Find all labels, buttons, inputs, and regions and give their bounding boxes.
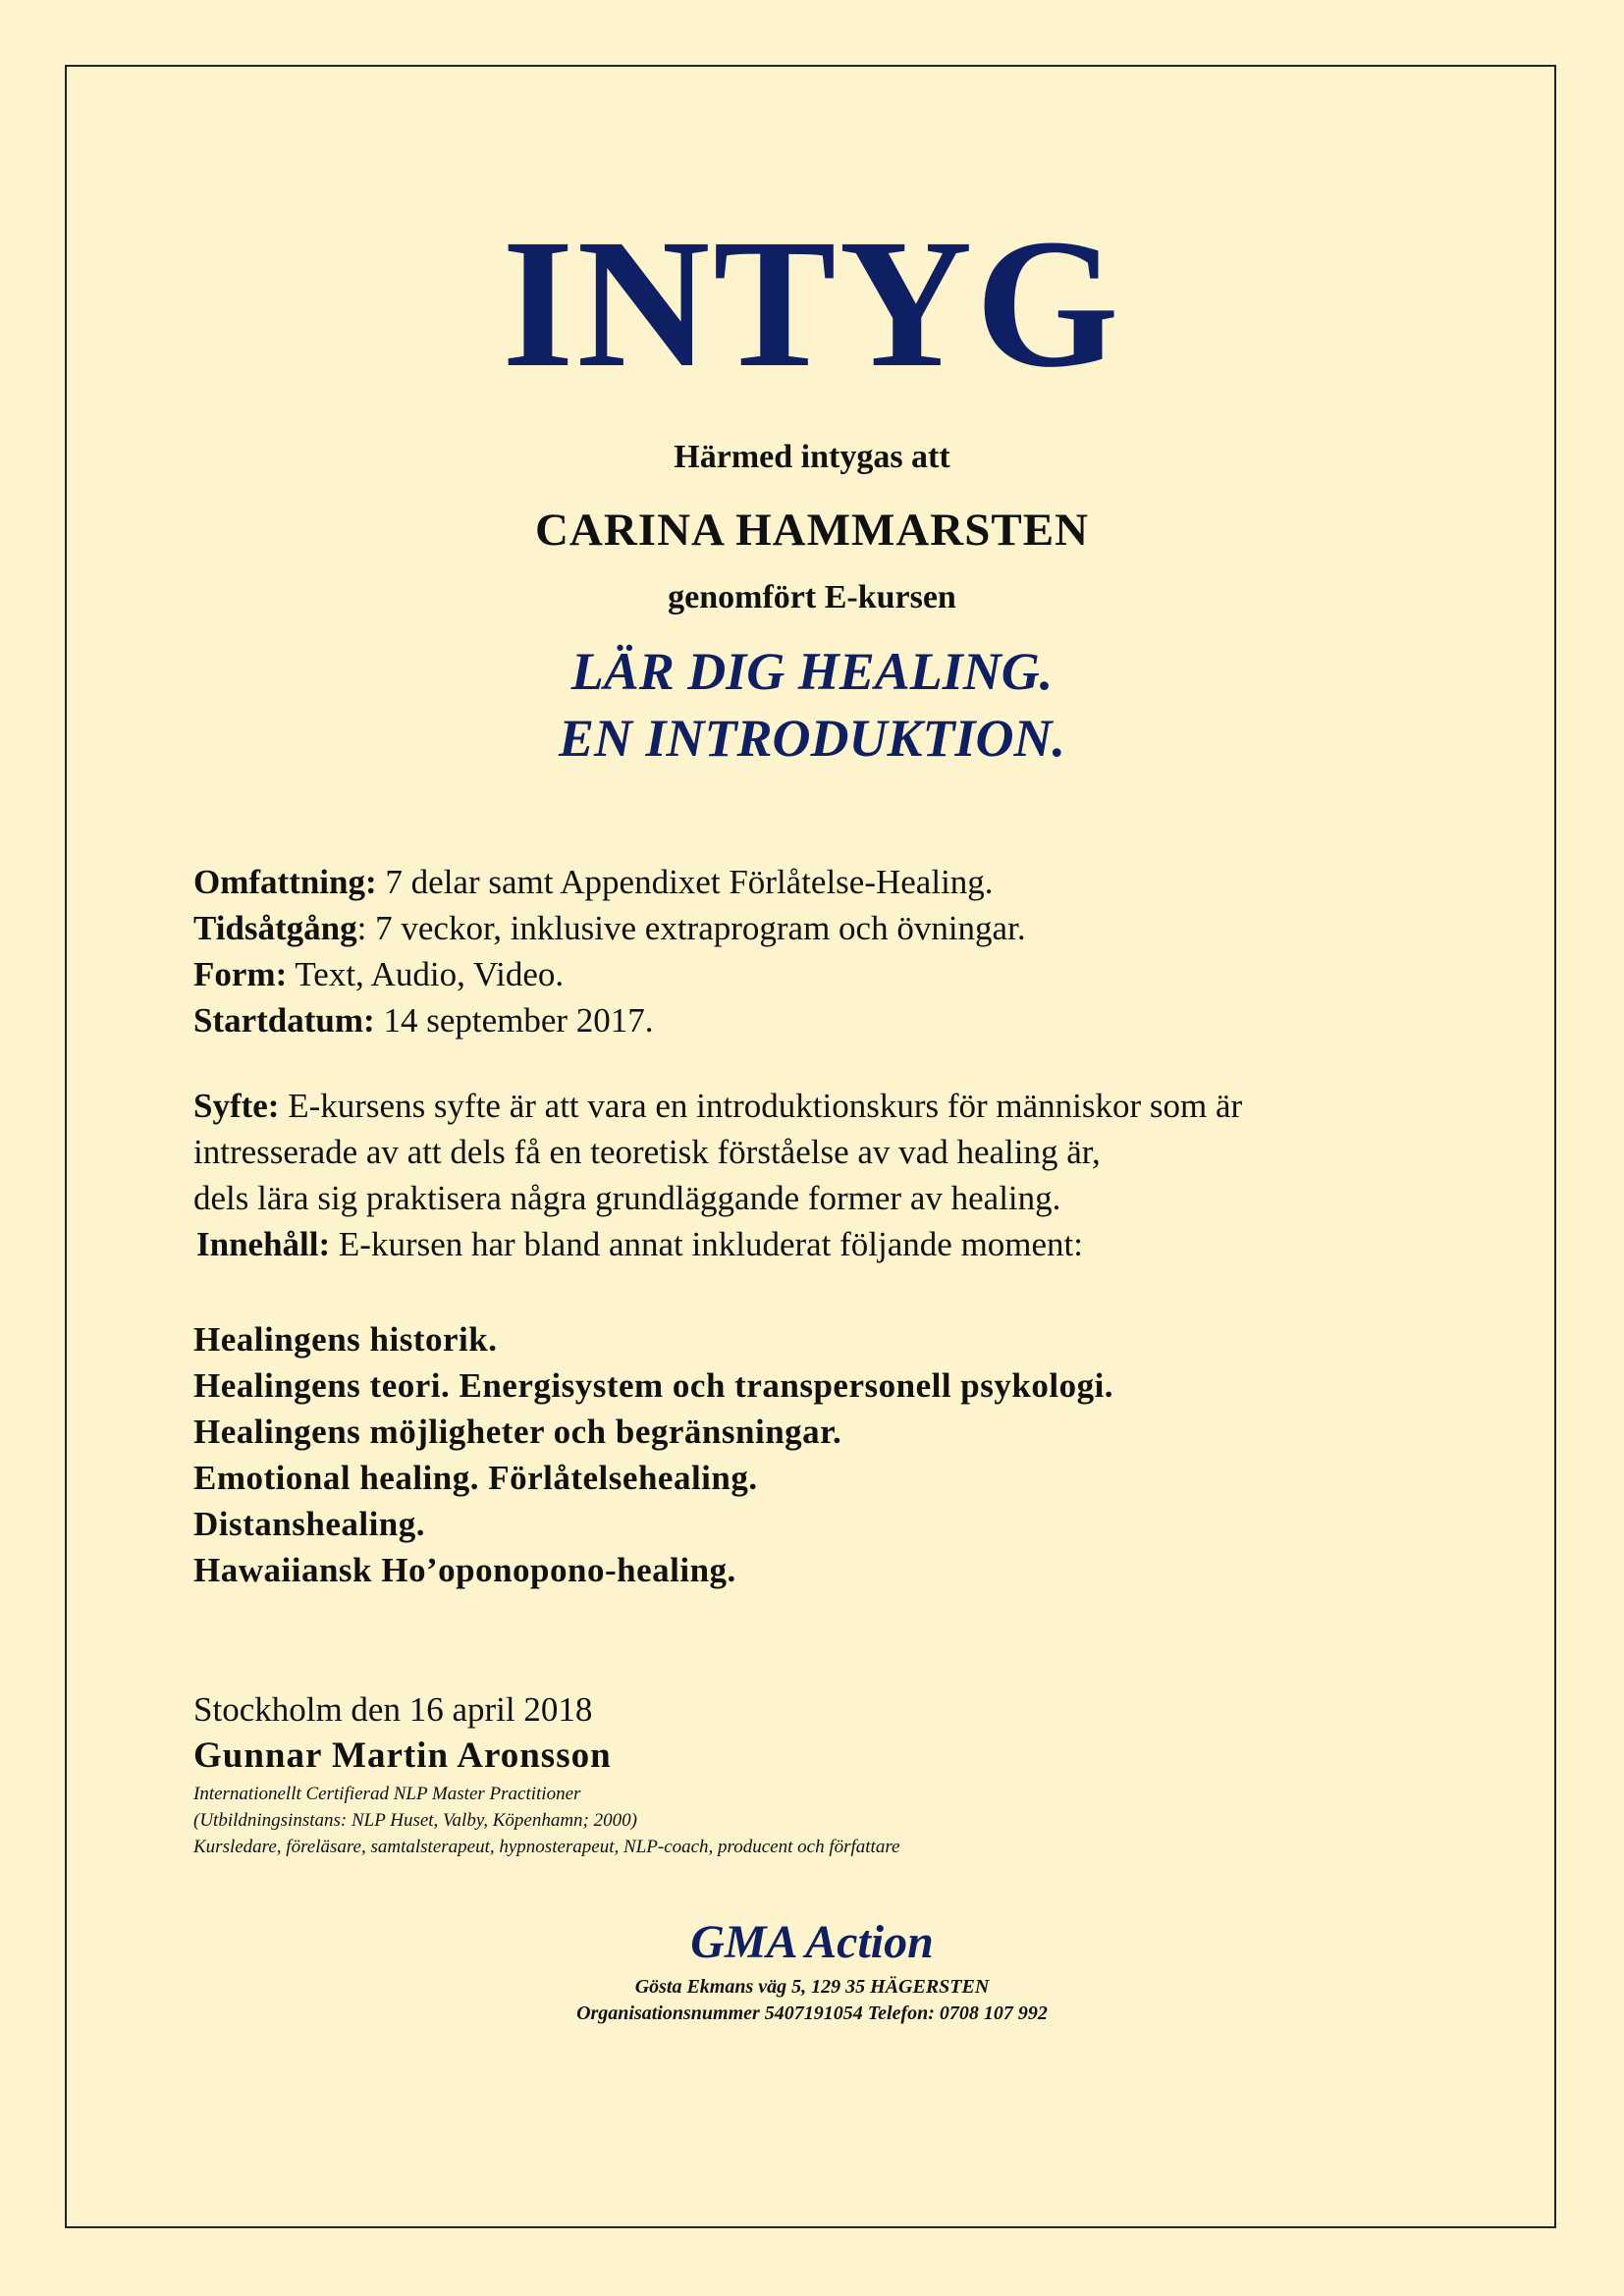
detail-value: 14 september 2017. [374, 1001, 654, 1040]
purpose-text: E-kursens syfte är att vara en introduktionskurs för människor som är [279, 1087, 1243, 1125]
topic-item: Healingens teori. Energisystem och transpersonell psykologi. [193, 1366, 1114, 1405]
organization-registration: Organisationsnummer 5407191054 Telefon: 0708 107 992 [576, 2002, 1048, 2024]
course-details [193, 859, 1470, 1043]
recipient-name: CARINA HAMMARSTEN [534, 505, 1090, 556]
detail-label: Startdatum: [193, 1001, 375, 1040]
intro-text: Härmed intygas att [674, 439, 950, 475]
topic-item: Healingens möjligheter och begränsningar. [193, 1413, 842, 1451]
topic-item: Hawaiiansk Ho’oponopono-healing. [193, 1551, 736, 1589]
purpose-line [193, 1083, 1470, 1129]
content-text: E-kursen har bland annat inkluderat följande moment: [330, 1225, 1083, 1263]
detail-duration [193, 905, 1470, 951]
signer-credential: (Utbildningsinstans: NLP Huset, Valby, Köpenhamn; 2000) [193, 1810, 637, 1831]
course-title-line: EN INTRODUKTION. [558, 709, 1066, 768]
topic-list [193, 1316, 1470, 1593]
content-line [193, 1221, 1470, 1267]
signer-credential: Kursledare, föreläsare, samtalsterapeut, hypnosterapeut, NLP-coach, producent och författare [193, 1837, 900, 1857]
detail-label: Form: [193, 955, 288, 993]
detail-value: 7 delar samt Appendixet Förlåtelse-Healing. [376, 863, 994, 901]
topic-item: Distanshealing. [193, 1505, 426, 1543]
detail-start-date [193, 997, 1470, 1043]
course-purpose [193, 1083, 1470, 1267]
detail-format [193, 951, 1470, 997]
purpose-line: dels lära sig praktisera några grundläggande former av healing. [193, 1179, 1061, 1217]
course-title-line: LÄR DIG HEALING. [570, 642, 1054, 701]
signer-name: Gunnar Martin Aronsson [193, 1735, 612, 1776]
completed-text: genomfört E-kursen [668, 579, 956, 615]
detail-label: Omfattning: [193, 863, 377, 901]
detail-value: Text, Audio, Video. [287, 955, 565, 993]
certificate-title: INTYG [502, 200, 1122, 405]
purpose-label: Syfte: [193, 1087, 280, 1125]
detail-scope [193, 859, 1470, 905]
organization-name: GMA Action [690, 1916, 934, 1968]
content-label: Innehåll: [196, 1225, 331, 1263]
topic-item: Healingens historik. [193, 1320, 498, 1359]
place-date: Stockholm den 16 april 2018 [193, 1690, 593, 1729]
signer-credential: Internationellt Certifierad NLP Master Practitioner [193, 1784, 581, 1804]
signature-block [193, 1688, 899, 1860]
course-title [0, 638, 1624, 772]
purpose-line: intresserade av att dels få en teoretisk förståelse av vad healing är, [193, 1133, 1101, 1171]
organization-address: Gösta Ekmans väg 5, 129 35 HÄGERSTEN [634, 1976, 990, 1998]
topic-item: Emotional healing. Förlåtelsehealing. [193, 1459, 758, 1497]
detail-value: : 7 veckor, inklusive extraprogram och övningar. [356, 909, 1026, 947]
detail-label: Tidsåtgång [193, 909, 357, 947]
